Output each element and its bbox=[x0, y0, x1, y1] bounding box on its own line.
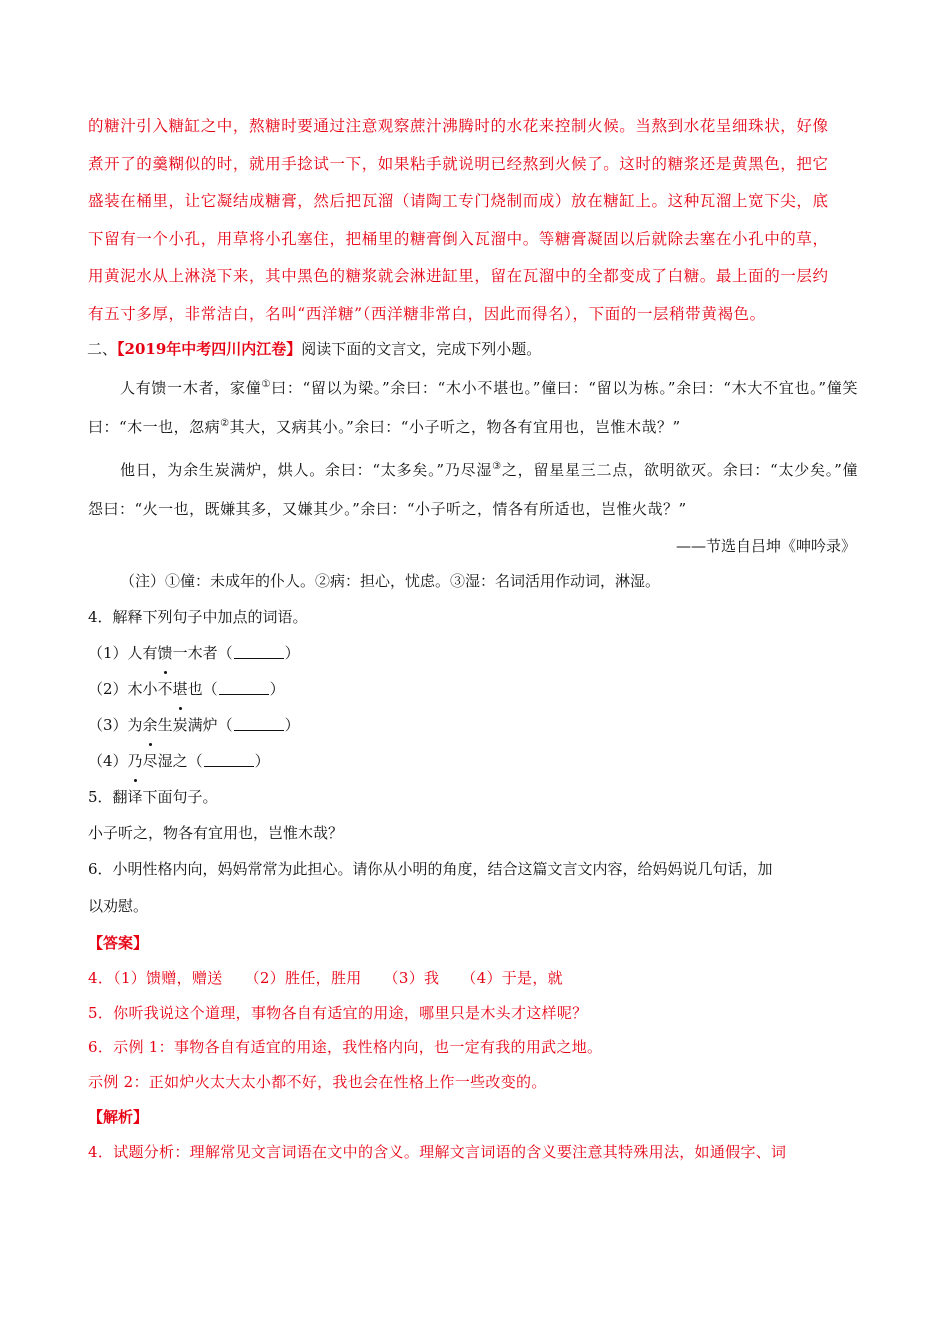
footnote-marker-2: ② bbox=[220, 418, 230, 429]
paragraph-line: 有五寸多厚，非常洁白，名叫“西洋糖”（西洋糖非常白，因此而得名），下面的一层稍带黄褐色。 bbox=[88, 304, 766, 323]
dotted-word: 堪 bbox=[173, 671, 188, 707]
passage-paragraph-1 bbox=[88, 369, 858, 447]
answer-blank[interactable] bbox=[219, 680, 269, 695]
item-text: ） bbox=[254, 752, 270, 770]
answer-6-example-1: 6．示例 1：事物各自有适宜的用途，我性格内向，也一定有我的用武之地。 bbox=[88, 1038, 603, 1056]
paragraph-line: 下留有一个小孔，用草将小孔塞住，把桶里的糖膏倒入瓦溜中。等糖膏凝固以后就除去塞在小孔中的草， bbox=[88, 229, 829, 248]
passage-note: （注）①僮：未成年的仆人。②病：担心，忧虑。③湿：名词活用作动词，淋湿。 bbox=[120, 572, 661, 590]
answer-blank[interactable] bbox=[204, 752, 254, 767]
passage-source: ——节选自吕坤《呻吟录》 bbox=[675, 537, 856, 555]
passage-text: 其大，又病其小。”余曰：“小子听之，物各有宜用也，岂惟木哉？” bbox=[229, 418, 681, 436]
answer-4 bbox=[88, 961, 858, 996]
dotted-word: 馈 bbox=[158, 635, 173, 671]
passage-text: 之，留星星三二点，欲明欲灭。余曰：“太少矣。”僮怨曰：“火一也，既嫌其多，又嫌其少。”余曰：“小子听之，情各有所适也，岂惟火哉？” bbox=[88, 461, 859, 518]
answer-part: （4）于是，就 bbox=[461, 969, 563, 987]
footnote-marker-3: ③ bbox=[492, 461, 502, 472]
q6-line-1: 6．小明性格内向，妈妈常常为此担心。请你从小明的角度，结合这篇文言文内容，给妈妈说几句话，加 bbox=[88, 860, 773, 878]
item-text: （2）木小不 bbox=[88, 680, 173, 698]
paragraph-line: 的糖汁引入糖缸之中，熬糖时要通过注意观察蔗汁沸腾时的水花来控制火候。当熬到水花呈细珠状，好像 bbox=[88, 117, 829, 135]
item-text: ） bbox=[269, 680, 285, 698]
answer-blank[interactable] bbox=[234, 716, 284, 731]
q5-sentence: 小子听之，物各有宜用也，岂惟木哉？ bbox=[88, 824, 344, 842]
q6-line-2: 以劝慰。 bbox=[88, 897, 149, 915]
answer-part: （3）我 bbox=[383, 969, 440, 987]
question-heading bbox=[87, 331, 858, 367]
dotted-word: 余 bbox=[143, 707, 158, 743]
q4-stem: 4．解释下列句子中加点的词语。 bbox=[88, 608, 308, 626]
item-text: 一木者（ bbox=[172, 644, 233, 662]
item-text: （1）人有 bbox=[88, 644, 158, 662]
q4-item-2 bbox=[88, 671, 858, 707]
passage-paragraph-2 bbox=[88, 451, 858, 529]
passage-text: 他日，为余生炭满炉，烘人。余曰：“太多矣。”乃尽湿 bbox=[120, 461, 493, 479]
question-number: 二、 bbox=[87, 340, 118, 358]
analysis-label: 【解析】 bbox=[88, 1108, 149, 1126]
item-text: ） bbox=[284, 716, 300, 734]
q5-stem: 5．翻译下面句子。 bbox=[88, 788, 218, 806]
dotted-word: 乃 bbox=[128, 743, 143, 779]
answer-blank[interactable] bbox=[234, 644, 284, 659]
paragraph-line: 用黄泥水从上淋浇下来，其中黑色的糖浆就会淋进缸里，留在瓦溜中的全都变成了白糖。最上面的一层约 bbox=[88, 267, 829, 285]
item-text: 也（ bbox=[187, 680, 218, 698]
item-text: （3）为 bbox=[88, 716, 143, 734]
item-text: 尽湿之（ bbox=[142, 752, 203, 770]
answer-part: （2）胜任，胜用 bbox=[244, 969, 362, 987]
paragraph-line: 煮开了的羹糊似的时，就用手捻试一下，如果粘手就说明已经熬到火候了。这时的糖浆还是黄黑色，把它 bbox=[88, 154, 829, 173]
classical-passage bbox=[88, 369, 858, 599]
translation-paragraph bbox=[88, 108, 858, 333]
footnote-marker-1: ① bbox=[261, 379, 272, 390]
passage-text: 人有馈一木者，家僮 bbox=[120, 379, 262, 397]
item-text: ） bbox=[284, 644, 300, 662]
q4-items bbox=[88, 635, 858, 779]
q4-item-1 bbox=[88, 635, 858, 671]
answer-label: 【答案】 bbox=[88, 934, 149, 952]
source-tag: 【2019年中考四川内江卷】 bbox=[117, 340, 302, 358]
analysis-4: 4．试题分析：理解常见文言词语在文中的含义。理解文言词语的含义要注意其特殊用法，如通假字、词 bbox=[88, 1143, 787, 1161]
item-text: （4） bbox=[88, 752, 128, 770]
item-text: 生炭满炉（ bbox=[157, 716, 233, 734]
answer-5: 5．你听我说这个道理，事物各自有适宜的用途，哪里只是木头才这样呢？ bbox=[88, 1003, 588, 1022]
q4-item-4 bbox=[88, 743, 858, 779]
paragraph-line: 盛装在桶里，让它凝结成糖膏，然后把瓦溜（请陶工专门烧制而成）放在糖缸上。这种瓦溜上宽下尖，底 bbox=[88, 192, 829, 210]
document-page bbox=[88, 108, 858, 1170]
passage-text: 曰：“留以为梁。”余曰：“木小不堪也。”僮曰：“留以为栋。”余曰：“木大不宜也。”僮笑曰：“木一也，忽病 bbox=[88, 379, 858, 436]
answer-part: 4．（1）馈赠，赠送 bbox=[88, 969, 223, 987]
q4-item-3 bbox=[88, 707, 858, 743]
question-instruction: 阅读下面的文言文，完成下列小题。 bbox=[301, 340, 542, 358]
answer-6-example-2: 示例 2：正如炉火太大太小都不好，我也会在性格上作一些改变的。 bbox=[88, 1072, 547, 1091]
